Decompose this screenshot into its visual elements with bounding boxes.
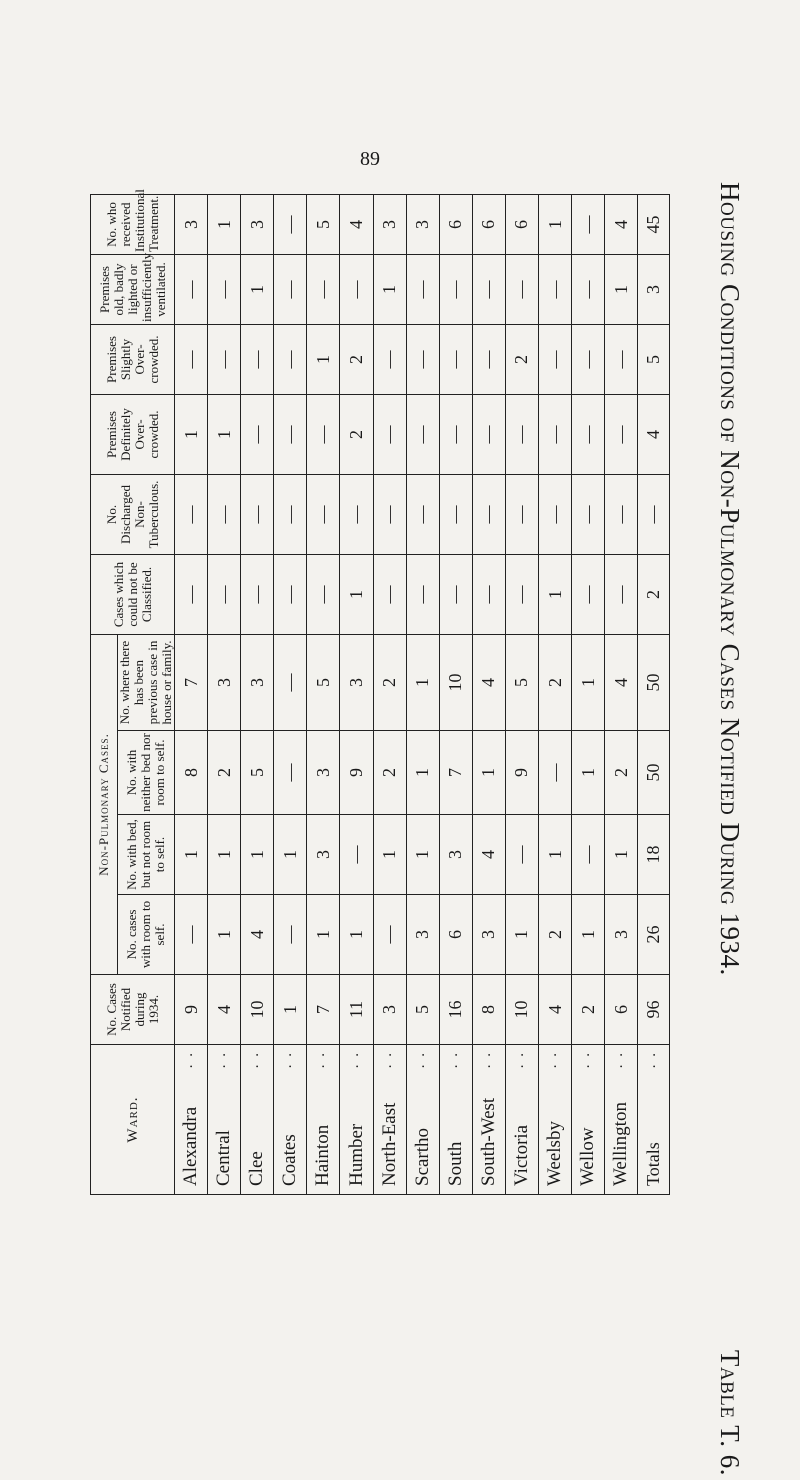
value-cell: 3: [241, 194, 274, 254]
value-cell: 1: [274, 975, 307, 1045]
value-cell: —: [175, 895, 208, 975]
value-cell: —: [505, 815, 538, 895]
value-cell: 1: [539, 194, 572, 254]
value-cell: 9: [505, 731, 538, 815]
value-cell: 3: [605, 895, 638, 975]
value-cell: 1: [605, 254, 638, 324]
ward-name: North-East: [378, 1102, 400, 1186]
value-cell: 1: [241, 815, 274, 895]
value-cell: 4: [472, 815, 505, 895]
value-cell: 2: [505, 324, 538, 394]
value-cell: 6: [439, 194, 472, 254]
value-cell: —: [373, 324, 406, 394]
value-cell: 26: [638, 895, 670, 975]
value-cell: —: [406, 474, 439, 554]
ward-name: Totals: [643, 1142, 664, 1186]
value-cell: 2: [340, 394, 373, 474]
value-cell: —: [274, 895, 307, 975]
value-cell: —: [274, 554, 307, 634]
value-cell: —: [505, 254, 538, 324]
value-cell: 1: [208, 815, 241, 895]
table-holder: [90, 189, 670, 1195]
leader-dots: . .: [544, 1051, 561, 1069]
ward-cell: [307, 1045, 340, 1195]
value-cell: —: [572, 324, 605, 394]
value-cell: 1: [208, 895, 241, 975]
value-cell: —: [208, 254, 241, 324]
value-cell: 4: [605, 634, 638, 730]
value-cell: —: [605, 474, 638, 554]
value-cell: 10: [241, 975, 274, 1045]
column-header-institutional: No. who received Institutional Treatment.: [91, 194, 175, 254]
value-cell: 1: [307, 324, 340, 394]
leader-dots: . .: [477, 1051, 494, 1069]
value-cell: —: [274, 324, 307, 394]
value-cell: 4: [638, 394, 670, 474]
value-cell: 1: [373, 815, 406, 895]
value-cell: —: [472, 474, 505, 554]
value-cell: —: [208, 474, 241, 554]
leader-dots: . .: [510, 1051, 527, 1069]
value-cell: 3: [175, 194, 208, 254]
table-row: [373, 194, 406, 1194]
value-cell: 2: [605, 731, 638, 815]
value-cell: —: [505, 394, 538, 474]
value-cell: —: [439, 474, 472, 554]
value-cell: —: [175, 474, 208, 554]
ward-cell: [175, 1045, 208, 1195]
column-header-premises-old: Premises old, badly lighted or insufficiently ventilated.: [91, 254, 175, 324]
value-cell: —: [439, 394, 472, 474]
value-cell: —: [307, 554, 340, 634]
column-header-ward: Ward.: [91, 1045, 175, 1195]
value-cell: 3: [208, 634, 241, 730]
value-cell: 1: [539, 815, 572, 895]
ward-cell: [208, 1045, 241, 1195]
table-body: [175, 194, 670, 1194]
value-cell: —: [638, 474, 670, 554]
table-row: [406, 194, 439, 1194]
column-header-bed-not-room: No. with bed, but not room to self.: [118, 815, 175, 895]
table-row: [539, 194, 572, 1194]
value-cell: 1: [406, 815, 439, 895]
value-cell: 6: [439, 895, 472, 975]
ward-cell: [373, 1045, 406, 1195]
ward-name: Scartho: [411, 1127, 433, 1186]
value-cell: 1: [373, 254, 406, 324]
value-cell: 2: [572, 975, 605, 1045]
value-cell: —: [472, 394, 505, 474]
value-cell: —: [472, 254, 505, 324]
ward-name: Coates: [279, 1134, 301, 1186]
value-cell: 3: [373, 975, 406, 1045]
value-cell: —: [406, 554, 439, 634]
ward-cell: [505, 1045, 538, 1195]
value-cell: 7: [439, 731, 472, 815]
value-cell: —: [175, 554, 208, 634]
value-cell: —: [307, 254, 340, 324]
value-cell: —: [373, 895, 406, 975]
value-cell: —: [505, 474, 538, 554]
value-cell: —: [472, 554, 505, 634]
ward-cell: [605, 1045, 638, 1195]
value-cell: —: [572, 554, 605, 634]
leader-dots: . .: [444, 1051, 461, 1069]
ward-name: Alexandra: [180, 1106, 202, 1186]
value-cell: 4: [539, 975, 572, 1045]
table-row: [472, 194, 505, 1194]
ward-cell: [340, 1045, 373, 1195]
value-cell: 96: [638, 975, 670, 1045]
value-cell: 45: [638, 194, 670, 254]
value-cell: 2: [373, 731, 406, 815]
leader-dots: . .: [345, 1051, 362, 1069]
ward-cell: [539, 1045, 572, 1195]
ward-name: Central: [213, 1130, 235, 1186]
value-cell: —: [208, 554, 241, 634]
value-cell: —: [340, 474, 373, 554]
value-cell: 10: [505, 975, 538, 1045]
value-cell: 7: [307, 975, 340, 1045]
column-header-slightly-overcrowded: Premises Slightly Over-crowded.: [91, 324, 175, 394]
ward-name: Weelsby: [544, 1121, 566, 1186]
value-cell: 1: [605, 815, 638, 895]
value-cell: 3: [340, 634, 373, 730]
table-row: [439, 194, 472, 1194]
value-cell: 1: [572, 731, 605, 815]
leader-dots: . .: [312, 1051, 329, 1069]
value-cell: —: [274, 394, 307, 474]
ward-name: Wellington: [610, 1102, 632, 1186]
value-cell: 2: [340, 324, 373, 394]
value-cell: —: [274, 474, 307, 554]
value-cell: —: [241, 554, 274, 634]
value-cell: —: [241, 394, 274, 474]
value-cell: —: [539, 254, 572, 324]
value-cell: 7: [175, 634, 208, 730]
value-cell: —: [208, 324, 241, 394]
value-cell: 1: [340, 895, 373, 975]
ward-cell: [406, 1045, 439, 1195]
ward-cell: [241, 1045, 274, 1195]
value-cell: 2: [638, 554, 670, 634]
value-cell: 5: [307, 634, 340, 730]
value-cell: 6: [605, 975, 638, 1045]
value-cell: 3: [373, 194, 406, 254]
value-cell: —: [539, 474, 572, 554]
ward-name: South-West: [477, 1097, 499, 1186]
table-row: [241, 194, 274, 1194]
table-row: [274, 194, 307, 1194]
value-cell: —: [175, 324, 208, 394]
ward-cell: [439, 1045, 472, 1195]
housing-conditions-table: [90, 189, 670, 1195]
value-cell: 3: [406, 194, 439, 254]
leader-dots: . .: [378, 1051, 395, 1069]
table-title: Housing Conditions of Non-Pulmonary Cases Notified During 1934.: [715, 182, 745, 976]
value-cell: 1: [406, 634, 439, 730]
value-cell: 50: [638, 731, 670, 815]
table-row: [175, 194, 208, 1194]
value-cell: —: [406, 394, 439, 474]
ward-cell: [274, 1045, 307, 1195]
table-row: [505, 194, 538, 1194]
table-row: [340, 194, 373, 1194]
value-cell: —: [274, 194, 307, 254]
value-cell: 6: [472, 194, 505, 254]
value-cell: 4: [241, 895, 274, 975]
value-cell: 5: [241, 731, 274, 815]
value-cell: 16: [439, 975, 472, 1045]
value-cell: 2: [373, 634, 406, 730]
value-cell: —: [505, 554, 538, 634]
value-cell: 1: [505, 895, 538, 975]
leader-dots: . .: [643, 1051, 660, 1069]
value-cell: —: [373, 394, 406, 474]
value-cell: —: [274, 731, 307, 815]
value-cell: 5: [638, 324, 670, 394]
value-cell: —: [572, 394, 605, 474]
value-cell: 1: [175, 394, 208, 474]
value-cell: —: [439, 254, 472, 324]
leader-dots: . .: [411, 1051, 428, 1069]
page-number: 89: [360, 148, 380, 170]
value-cell: 2: [208, 731, 241, 815]
ward-cell: [572, 1045, 605, 1195]
ward-name: Victoria: [510, 1124, 532, 1186]
ward-name: Humber: [345, 1123, 367, 1186]
value-cell: —: [307, 394, 340, 474]
value-cell: —: [572, 474, 605, 554]
ward-name: Clee: [246, 1151, 268, 1186]
table-row: [605, 194, 638, 1194]
ward-name: Hainton: [312, 1124, 334, 1186]
value-cell: —: [340, 815, 373, 895]
totals-row: [638, 194, 670, 1194]
value-cell: 1: [307, 895, 340, 975]
value-cell: 8: [472, 975, 505, 1045]
column-header-neither: No. with neither bed nor room to self.: [118, 731, 175, 815]
value-cell: —: [175, 254, 208, 324]
value-cell: 1: [472, 731, 505, 815]
leader-dots: . .: [246, 1051, 263, 1069]
value-cell: 1: [208, 394, 241, 474]
value-cell: 1: [274, 815, 307, 895]
value-cell: —: [605, 394, 638, 474]
leader-dots: . .: [279, 1051, 296, 1069]
value-cell: 11: [340, 975, 373, 1045]
value-cell: —: [605, 324, 638, 394]
ward-name: South: [444, 1141, 466, 1186]
value-cell: 3: [472, 895, 505, 975]
value-cell: —: [539, 324, 572, 394]
value-cell: 3: [638, 254, 670, 324]
table-side-title: [700, 180, 760, 1480]
value-cell: —: [439, 324, 472, 394]
value-cell: 3: [307, 815, 340, 895]
value-cell: —: [439, 554, 472, 634]
column-header-notified: No. Cases Notified during 1934.: [91, 975, 175, 1045]
value-cell: —: [472, 324, 505, 394]
value-cell: 18: [638, 815, 670, 895]
value-cell: —: [539, 394, 572, 474]
table-row: [307, 194, 340, 1194]
value-cell: 2: [539, 895, 572, 975]
value-cell: 1: [539, 554, 572, 634]
table-row: [572, 194, 605, 1194]
value-cell: 3: [406, 895, 439, 975]
value-cell: —: [340, 254, 373, 324]
value-cell: —: [572, 815, 605, 895]
group-header-non-pulmonary: Non-Pulmonary Cases.: [91, 634, 118, 974]
value-cell: 9: [175, 975, 208, 1045]
value-cell: 4: [208, 975, 241, 1045]
table-tag: Table T. 6.: [715, 1349, 745, 1476]
value-cell: —: [572, 254, 605, 324]
column-header-previous-case: No. where there has been previous case in house or family.: [118, 634, 175, 730]
value-cell: 50: [638, 634, 670, 730]
value-cell: 5: [307, 194, 340, 254]
ward-cell: [638, 1045, 670, 1195]
ward-cell: [472, 1045, 505, 1195]
leader-dots: . .: [610, 1051, 627, 1069]
value-cell: 4: [472, 634, 505, 730]
value-cell: 1: [572, 895, 605, 975]
value-cell: —: [605, 554, 638, 634]
value-cell: 4: [340, 194, 373, 254]
value-cell: —: [406, 324, 439, 394]
value-cell: 3: [307, 731, 340, 815]
column-header-unclassified: Cases which could not be Classified.: [91, 554, 175, 634]
value-cell: 5: [406, 975, 439, 1045]
value-cell: —: [274, 634, 307, 730]
value-cell: 8: [175, 731, 208, 815]
column-header-room-to-self: No. cases with room to self.: [118, 895, 175, 975]
value-cell: 9: [340, 731, 373, 815]
table-row: [208, 194, 241, 1194]
leader-dots: . .: [213, 1051, 230, 1069]
value-cell: 3: [241, 634, 274, 730]
value-cell: 1: [208, 194, 241, 254]
value-cell: 1: [175, 815, 208, 895]
value-cell: 1: [241, 254, 274, 324]
column-header-discharged: No. Discharged Non-Tuberculous.: [91, 474, 175, 554]
value-cell: —: [572, 194, 605, 254]
value-cell: 10: [439, 634, 472, 730]
value-cell: —: [373, 554, 406, 634]
value-cell: —: [539, 731, 572, 815]
value-cell: —: [241, 324, 274, 394]
leader-dots: . .: [180, 1051, 197, 1069]
value-cell: 3: [439, 815, 472, 895]
value-cell: —: [406, 254, 439, 324]
value-cell: —: [307, 474, 340, 554]
column-header-definitely-overcrowded: Premises Definitely Over-crowded.: [91, 394, 175, 474]
value-cell: —: [274, 254, 307, 324]
value-cell: 1: [406, 731, 439, 815]
value-cell: 1: [572, 634, 605, 730]
value-cell: 2: [539, 634, 572, 730]
ward-name: Wellow: [577, 1127, 599, 1186]
value-cell: 5: [505, 634, 538, 730]
value-cell: —: [241, 474, 274, 554]
value-cell: 6: [505, 194, 538, 254]
value-cell: —: [373, 474, 406, 554]
value-cell: 1: [340, 554, 373, 634]
value-cell: 4: [605, 194, 638, 254]
leader-dots: . .: [577, 1051, 594, 1069]
